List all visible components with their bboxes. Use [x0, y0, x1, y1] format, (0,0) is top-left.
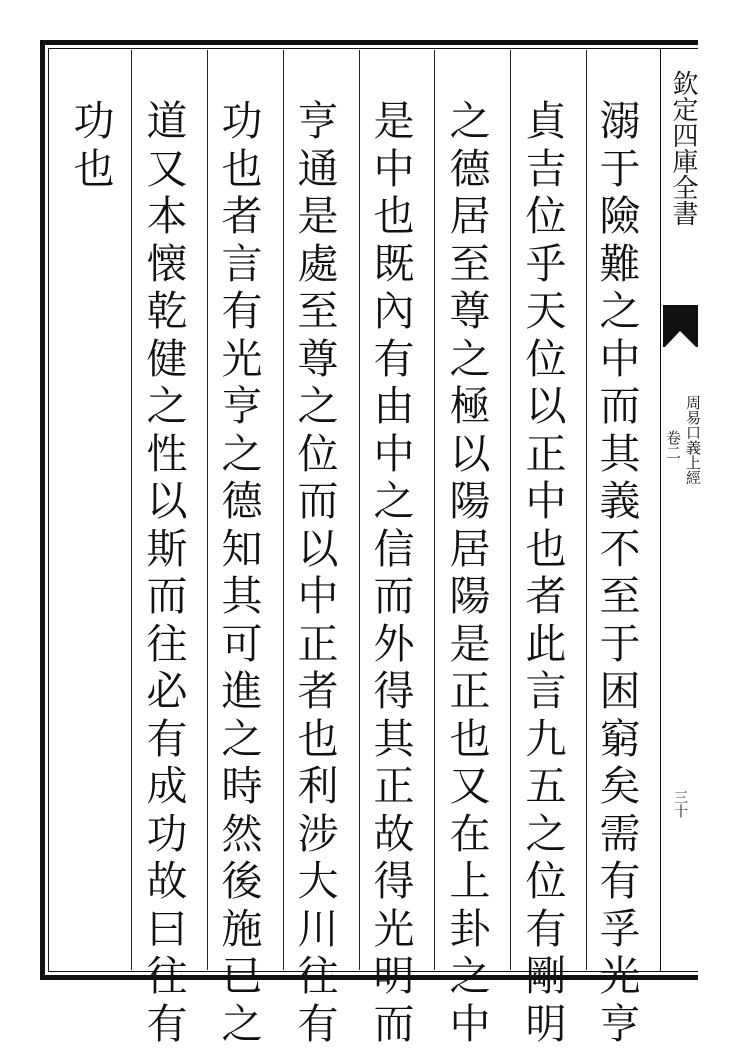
glyph: 乾 [143, 288, 191, 336]
glyph: 正 [522, 431, 570, 479]
glyph: 此 [522, 621, 570, 669]
text-column [143, 98, 191, 1048]
glyph: 也 [218, 146, 266, 194]
glyph: 中 [596, 336, 644, 384]
text-column [218, 98, 266, 1048]
glyph: 乎 [522, 241, 570, 289]
glyph: 在 [446, 811, 494, 859]
glyph: 光 [370, 906, 418, 954]
glyph: 貞 [522, 98, 570, 146]
glyph: 光 [596, 953, 644, 1001]
glyph: 險 [596, 193, 644, 241]
glyph: 功 [143, 811, 191, 859]
text-column [70, 98, 118, 193]
glyph: 正 [370, 763, 418, 811]
glyph: 而 [596, 383, 644, 431]
glyph: 之 [218, 716, 266, 764]
glyph: 有 [596, 858, 644, 906]
glyph: 光 [218, 336, 266, 384]
glyph: 有 [370, 336, 418, 384]
glyph: 功 [70, 98, 118, 146]
text-column [446, 98, 494, 1048]
page-number: 三十 [672, 790, 688, 818]
glyph: 斯 [143, 526, 191, 574]
glyph: 又 [143, 146, 191, 194]
column-rule [131, 50, 132, 970]
glyph: 其 [218, 573, 266, 621]
glyph: 于 [596, 621, 644, 669]
glyph: 尊 [294, 336, 342, 384]
glyph: 其 [370, 716, 418, 764]
glyph: 中 [446, 1001, 494, 1048]
glyph: 之 [446, 98, 494, 146]
glyph: 需 [596, 811, 644, 859]
glyph: 正 [294, 621, 342, 669]
glyph: 曰 [143, 906, 191, 954]
glyph: 之 [143, 383, 191, 431]
glyph: 得 [370, 858, 418, 906]
glyph: 極 [446, 383, 494, 431]
glyph: 知 [218, 526, 266, 574]
glyph: 至 [596, 573, 644, 621]
glyph: 必 [143, 668, 191, 716]
glyph: 中 [370, 431, 418, 479]
glyph: 施 [218, 906, 266, 954]
glyph: 也 [70, 146, 118, 194]
glyph: 中 [522, 478, 570, 526]
glyph: 之 [446, 953, 494, 1001]
glyph: 之 [596, 288, 644, 336]
glyph: 明 [370, 953, 418, 1001]
glyph: 有 [143, 716, 191, 764]
glyph: 功 [218, 98, 266, 146]
glyph: 位 [522, 858, 570, 906]
glyph: 有 [522, 906, 570, 954]
glyph: 利 [294, 763, 342, 811]
glyph: 陽 [446, 478, 494, 526]
glyph: 九 [522, 716, 570, 764]
glyph: 上 [446, 858, 494, 906]
glyph: 以 [143, 478, 191, 526]
glyph: 尊 [446, 288, 494, 336]
glyph: 是 [370, 98, 418, 146]
book-title: 欽定四庫全書 [664, 70, 701, 226]
glyph: 之 [446, 336, 494, 384]
glyph: 居 [446, 193, 494, 241]
column-rule [510, 50, 511, 970]
glyph: 也 [446, 716, 494, 764]
glyph: 言 [218, 241, 266, 289]
glyph: 難 [596, 241, 644, 289]
glyph: 者 [218, 193, 266, 241]
glyph: 義 [596, 478, 644, 526]
glyph: 外 [370, 621, 418, 669]
glyph: 然 [218, 811, 266, 859]
glyph: 剛 [522, 953, 570, 1001]
glyph: 有 [143, 1001, 191, 1048]
glyph: 又 [446, 763, 494, 811]
glyph: 孚 [596, 906, 644, 954]
glyph: 信 [370, 526, 418, 574]
glyph: 健 [143, 336, 191, 384]
glyph: 五 [522, 763, 570, 811]
glyph: 時 [218, 763, 266, 811]
glyph: 陽 [446, 573, 494, 621]
glyph: 溺 [596, 98, 644, 146]
glyph: 卦 [446, 906, 494, 954]
glyph: 有 [218, 288, 266, 336]
glyph: 成 [143, 763, 191, 811]
glyph: 以 [522, 383, 570, 431]
glyph: 既 [370, 241, 418, 289]
glyph: 內 [370, 288, 418, 336]
glyph: 由 [370, 383, 418, 431]
glyph: 亨 [596, 1001, 644, 1048]
glyph: 中 [294, 573, 342, 621]
glyph: 也 [294, 716, 342, 764]
glyph: 吉 [522, 146, 570, 194]
glyph: 後 [218, 858, 266, 906]
glyph: 之 [370, 478, 418, 526]
glyph: 故 [370, 811, 418, 859]
glyph: 中 [370, 146, 418, 194]
glyph: 以 [446, 431, 494, 479]
text-column [370, 98, 418, 1048]
glyph: 德 [218, 478, 266, 526]
glyph: 是 [294, 193, 342, 241]
glyph: 明 [522, 1001, 570, 1048]
glyph: 言 [522, 668, 570, 716]
glyph: 位 [294, 431, 342, 479]
glyph: 位 [522, 336, 570, 384]
glyph: 亨 [294, 98, 342, 146]
glyph: 已 [218, 953, 266, 1001]
glyph: 進 [218, 668, 266, 716]
text-column [596, 98, 644, 1048]
column-rule [586, 50, 587, 970]
glyph: 而 [370, 573, 418, 621]
text-column [294, 98, 342, 1048]
section-title: 周易口義上經 [685, 395, 701, 485]
glyph: 川 [294, 906, 342, 954]
column-rule [434, 50, 435, 970]
glyph: 窮 [596, 716, 644, 764]
glyph: 于 [596, 146, 644, 194]
glyph: 居 [446, 526, 494, 574]
glyph: 至 [446, 241, 494, 289]
glyph: 得 [370, 668, 418, 716]
glyph: 而 [370, 1001, 418, 1048]
glyph: 處 [294, 241, 342, 289]
glyph: 之 [218, 431, 266, 479]
glyph: 其 [596, 431, 644, 479]
glyph: 本 [143, 193, 191, 241]
glyph: 可 [218, 621, 266, 669]
glyph: 困 [596, 668, 644, 716]
column-rule [207, 50, 208, 970]
glyph: 也 [522, 526, 570, 574]
glyph: 故 [143, 858, 191, 906]
glyph: 以 [294, 526, 342, 574]
text-column [522, 98, 570, 1048]
glyph: 通 [294, 146, 342, 194]
glyph: 之 [522, 811, 570, 859]
glyph: 也 [370, 193, 418, 241]
glyph: 德 [446, 146, 494, 194]
glyph: 之 [218, 1001, 266, 1048]
glyph: 至 [294, 288, 342, 336]
glyph: 往 [294, 953, 342, 1001]
glyph: 亨 [218, 383, 266, 431]
glyph: 涉 [294, 811, 342, 859]
glyph: 之 [294, 383, 342, 431]
glyph: 而 [294, 478, 342, 526]
glyph: 是 [446, 621, 494, 669]
glyph: 大 [294, 858, 342, 906]
glyph: 性 [143, 431, 191, 479]
glyph: 有 [294, 1001, 342, 1048]
column-rule [283, 50, 284, 970]
glyph: 道 [143, 98, 191, 146]
glyph: 往 [143, 953, 191, 1001]
glyph: 不 [596, 526, 644, 574]
glyph: 矣 [596, 763, 644, 811]
fishtail-mark [663, 305, 698, 347]
glyph: 者 [294, 668, 342, 716]
volume-label: 卷二 [665, 430, 681, 460]
glyph: 天 [522, 288, 570, 336]
glyph: 懐 [143, 241, 191, 289]
glyph: 者 [522, 573, 570, 621]
glyph: 位 [522, 193, 570, 241]
glyph: 而 [143, 573, 191, 621]
column-rule [359, 50, 360, 970]
glyph: 往 [143, 621, 191, 669]
glyph: 正 [446, 668, 494, 716]
